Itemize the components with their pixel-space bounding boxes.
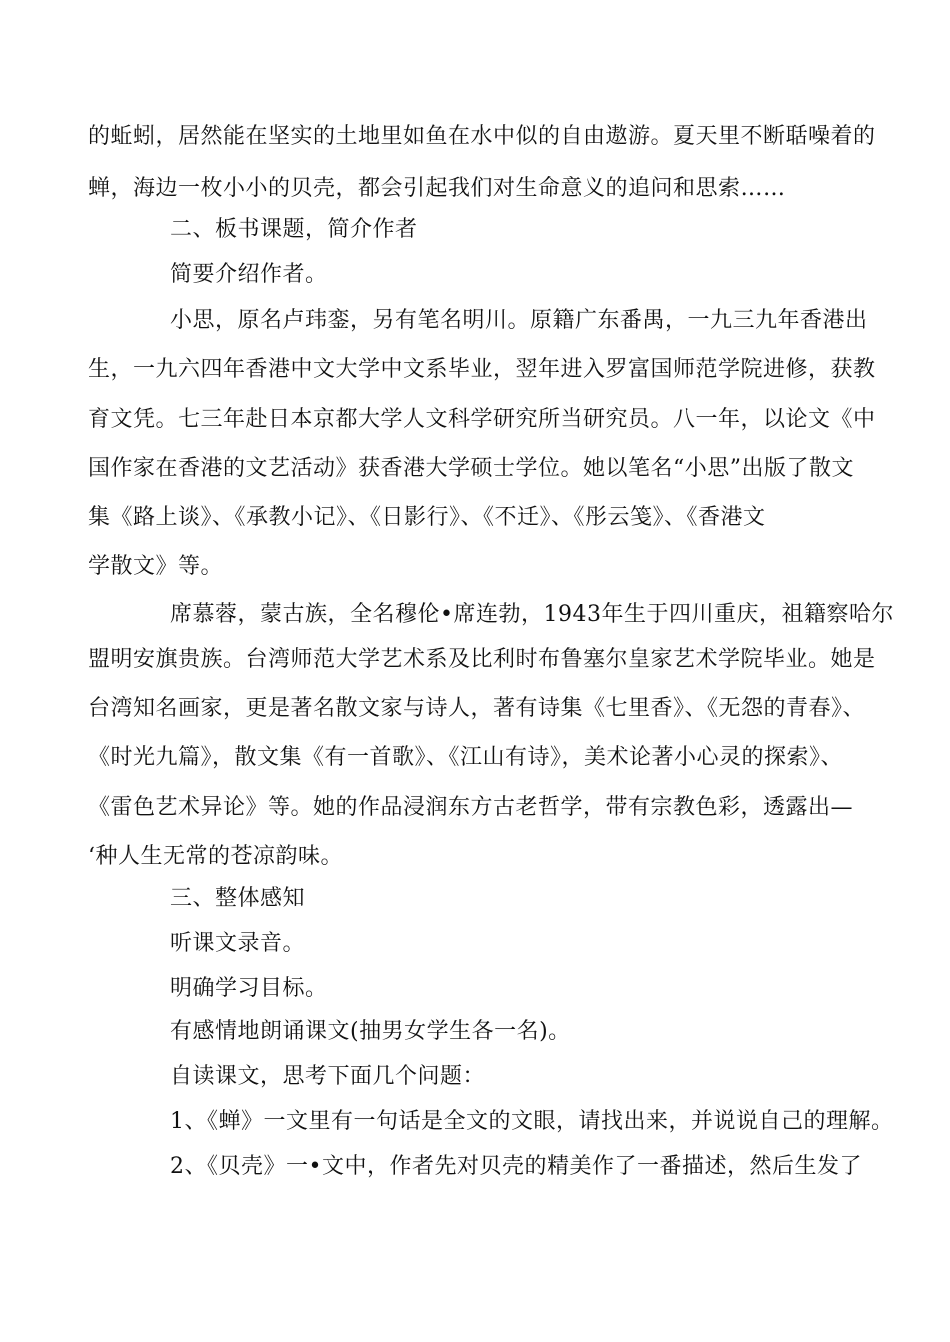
text-line: 《雷色艺术异论》等。她的作品浸润东方古老哲学，带有宗教色彩，透露出—	[88, 795, 854, 820]
text-line: 学散文》等。	[88, 554, 224, 579]
text-line: ‘种人生无常的苍凉韵味。	[88, 844, 343, 869]
text-line: 蝉，海边一枚小小的贝壳，都会引起我们对生命意义的追问和思索……	[88, 176, 786, 201]
text-line: 集《路上谈》、《承教小记》、《日影行》、《不迁》、《彤云笺》、《香港文	[88, 505, 766, 530]
text-line: 国作家在香港的文艺活动》获香港大学硕士学位。她以笔名“小思”出版了散文	[88, 456, 854, 481]
section-heading: 三、整体感知	[170, 886, 306, 911]
text-line: 明确学习目标。	[170, 976, 328, 1001]
text-line: 盟明安旗贵族。台湾师范大学艺术系及比利时布鲁塞尔皇家艺术学院毕业。她是	[88, 647, 876, 672]
section-heading: 二、板书课题，简介作者	[170, 217, 418, 242]
text-line: 生，一九六四年香港中文大学中文系毕业，翌年进入罗富国师范学院进修，获教	[88, 357, 876, 382]
text-line: 自读课文，思考下面几个问题：	[170, 1064, 486, 1089]
text-line: 小思，原名卢玮銮，另有笔名明川。原籍广东番禺，一九三九年香港出	[170, 308, 868, 333]
text-line: 的蚯蚓，居然能在坚实的土地里如鱼在水中似的自由遨游。夏天里不断聒噪着的	[88, 124, 876, 149]
text-line: 育文凭。七三年赴日本京都大学人文科学研究所当研究员。八一年，以论文《中	[88, 407, 876, 432]
text-line: 听课文录音。	[170, 931, 306, 956]
question-item: 1、《蝉》一文里有一句话是全文的文眼，请找出来，并说说自己的理解。	[170, 1109, 894, 1134]
text-line: 简要介绍作者。	[170, 262, 328, 287]
text-line: 有感情地朗诵课文(抽男女学生各一名)。	[170, 1019, 571, 1044]
text-line: 《时光九篇》，散文集《有一首歌》、《江山有诗》，美术论著小心灵的探索》、	[88, 745, 844, 770]
text-line: 席慕蓉，蒙古族，全名穆伦•席连勃，1943年生于四川重庆，祖籍察哈尔	[170, 602, 894, 627]
text-line: 台湾知名画家，更是著名散文家与诗人，著有诗集《七里香》、《无怨的青春》、	[88, 696, 866, 721]
question-item: 2、《贝壳》一•文中，作者先对贝壳的精美作了一番描述，然后生发了	[170, 1154, 862, 1179]
